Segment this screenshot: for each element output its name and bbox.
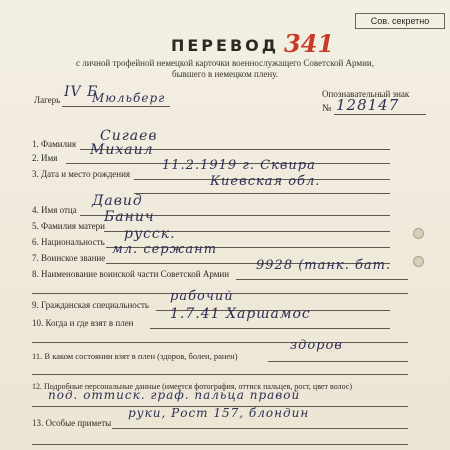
field-8-line: [236, 279, 408, 280]
field-1-value: Сигаев: [100, 128, 158, 144]
field-13-line-2: [32, 444, 408, 445]
field-3-value-2: Киевская обл.: [210, 174, 321, 189]
camp-value-2: Мюльберг: [92, 91, 166, 105]
id-mark-line: [334, 114, 426, 115]
field-10-value: 1.7.41 Харшамос: [170, 306, 311, 322]
binder-hole: [413, 228, 424, 239]
field-2-label: 2. Имя: [32, 153, 58, 163]
field-11-label: 11. В каком состоянии взят в плен (здоров, болен, ранен): [32, 351, 238, 361]
subtitle-line-2: бывшего в немецком плену.: [172, 69, 278, 79]
field-10-label: 10. Когда и где взят в плен: [32, 318, 134, 328]
field-13-line: [112, 428, 408, 429]
field-6-value: русск.: [124, 226, 176, 242]
field-9-label: 9. Гражданская специальность: [32, 300, 150, 310]
camp-value-1: IV Б: [64, 84, 99, 100]
field-12-value: под. оттиск. граф. пальца правой: [48, 388, 301, 402]
camp-label: Лагерь: [34, 95, 61, 105]
field-4-label: 4. Имя отца: [32, 205, 77, 215]
field-5-value: Банич: [104, 209, 155, 225]
field-4-value: Давид: [92, 193, 143, 209]
handwritten-number: 341: [284, 29, 335, 58]
field-7-label: 7. Воинское звание: [32, 253, 106, 263]
field-3-label: 3. Дата и место рождения: [32, 169, 131, 179]
id-mark-label: Опознавательный знак: [322, 89, 410, 99]
field-11-line: [268, 361, 408, 362]
camp-line: [62, 106, 170, 107]
field-11-value: здоров: [290, 338, 343, 353]
field-5-label: 5. Фамилия матери: [32, 221, 105, 231]
field-13-value: руки, Рост 157, блондин: [128, 406, 310, 420]
field-7-value: мл. сержант: [112, 242, 218, 257]
document-title: ПЕРЕВОД: [170, 36, 280, 55]
subtitle-line-1: с личной трофейной немецкой карточки военнослужащего Советской Армии,: [75, 58, 374, 68]
field-11-line-2: [32, 374, 408, 375]
field-3-line-2: [134, 193, 390, 194]
field-2-value: Михаил: [90, 142, 154, 158]
field-13-label: 13. Особые приметы: [32, 418, 112, 428]
field-10-line: [150, 328, 390, 329]
field-8-value: 9928 (танк. бат.: [256, 258, 392, 273]
secret-label: Сов. секретно: [355, 13, 445, 29]
field-10-line-2: [32, 342, 408, 343]
field-3-value: 11.2.1919 г. Сквира: [162, 158, 316, 173]
field-6-label: 6. Национальность: [32, 237, 105, 247]
field-9-value: рабочий: [170, 289, 234, 304]
field-12-label: 12. Подробные персональные данные (имеется фотография, оттиск пальцев, рост, цвет волос): [32, 382, 352, 391]
id-mark-prefix: №: [322, 103, 332, 114]
binder-hole: [413, 256, 424, 267]
field-1-label: 1. Фамилия: [32, 139, 77, 149]
field-8-label: 8. Наименование воинской части Советской Армии: [32, 269, 230, 279]
id-mark-value: 128147: [336, 96, 400, 114]
